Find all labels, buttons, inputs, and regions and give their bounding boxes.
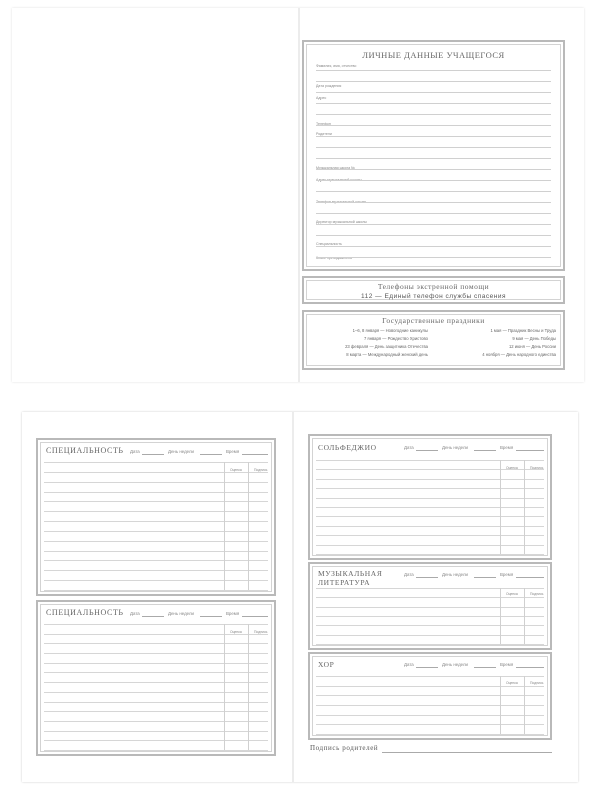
holiday-right-3: 12 июня — День России bbox=[508, 344, 556, 349]
personal-write-line[interactable] bbox=[316, 224, 551, 225]
table-row-line[interactable] bbox=[316, 469, 544, 470]
personal-write-line[interactable] bbox=[316, 147, 551, 148]
table-row-line[interactable] bbox=[44, 643, 268, 644]
specialty-1-sign-header: Подпись bbox=[254, 468, 268, 472]
table-row-line[interactable] bbox=[44, 750, 268, 751]
table-row-line[interactable] bbox=[44, 653, 268, 654]
table-row-line[interactable] bbox=[316, 588, 544, 589]
table-row-line[interactable] bbox=[44, 692, 268, 693]
music-literature-weekday-label: День недели bbox=[442, 572, 468, 577]
specialty-2-sign-header: Подпись bbox=[254, 630, 268, 634]
table-row-line[interactable] bbox=[44, 711, 268, 712]
solfeggio-box bbox=[308, 434, 552, 560]
music-literature-time-line bbox=[516, 577, 544, 578]
holiday-right-1: 1 мая — Праздник Весны и Труда bbox=[490, 328, 556, 333]
solfeggio-time-label: Время bbox=[500, 445, 514, 450]
parent-signature-label: Подпись родителей bbox=[310, 744, 379, 752]
holiday-right-4: 4 ноября — День народного единства bbox=[482, 352, 556, 357]
personal-field-label: Адрес музыкальной школы bbox=[316, 178, 362, 182]
table-column-line bbox=[524, 676, 525, 734]
solfeggio-weekday-line bbox=[474, 450, 496, 451]
table-row-line[interactable] bbox=[44, 462, 268, 463]
table-row-line[interactable] bbox=[316, 705, 544, 706]
table-row-line[interactable] bbox=[316, 597, 544, 598]
music-literature-weekday-line bbox=[474, 577, 496, 578]
specialty-1-title: СПЕЦИАЛЬНОСТЬ bbox=[46, 446, 124, 455]
specialty-2-grade-header: Оценка bbox=[230, 630, 242, 634]
table-row-line[interactable] bbox=[316, 686, 544, 687]
personal-write-line[interactable] bbox=[316, 92, 551, 93]
personal-write-line[interactable] bbox=[316, 103, 551, 104]
table-row-line[interactable] bbox=[316, 507, 544, 508]
specialty-1-date-label: Дата bbox=[130, 449, 140, 454]
personal-field-label: Музыкальная школа № bbox=[316, 166, 355, 170]
solfeggio-title: СОЛЬФЕДЖИО bbox=[318, 443, 377, 452]
music-literature-sign-header: Подпись bbox=[530, 592, 544, 596]
table-column-line bbox=[500, 588, 501, 644]
choir-date-label: Дата bbox=[404, 662, 414, 667]
table-row-line[interactable] bbox=[316, 715, 544, 716]
emergency-box bbox=[302, 276, 565, 304]
solfeggio-time-line bbox=[516, 450, 544, 451]
table-row-line[interactable] bbox=[44, 721, 268, 722]
personal-write-line[interactable] bbox=[316, 169, 551, 170]
music-literature-box bbox=[308, 562, 552, 650]
personal-field-label: Фамилия, имя, отчество bbox=[316, 64, 357, 68]
table-column-line bbox=[524, 588, 525, 644]
personal-field-label: Специальность bbox=[316, 242, 342, 246]
table-row-line[interactable] bbox=[44, 551, 268, 552]
table-row-line[interactable] bbox=[44, 521, 268, 522]
holiday-left-3: 23 февраля — День защитника Отечества bbox=[345, 344, 428, 349]
bottom-spine bbox=[292, 412, 294, 782]
table-column-line bbox=[224, 462, 225, 590]
table-row-line[interactable] bbox=[316, 644, 544, 645]
table-row-line[interactable] bbox=[316, 554, 544, 555]
table-row-line[interactable] bbox=[316, 516, 544, 517]
solfeggio-date-line bbox=[416, 450, 438, 451]
specialty-1-grade-header: Оценка bbox=[230, 468, 242, 472]
specialty-2-title: СПЕЦИАЛЬНОСТЬ bbox=[46, 608, 124, 617]
personal-write-line[interactable] bbox=[316, 213, 551, 214]
holiday-left-1: 1–6, 8 января — Новогодние каникулы bbox=[352, 328, 428, 333]
table-row-line[interactable] bbox=[316, 535, 544, 536]
personal-write-line[interactable] bbox=[316, 70, 551, 71]
solfeggio-grade-header: Оценка bbox=[506, 466, 518, 470]
music-literature-title-1: МУЗЫКАЛЬНАЯ bbox=[318, 569, 383, 578]
personal-write-line[interactable] bbox=[316, 158, 551, 159]
holidays-box bbox=[302, 310, 565, 370]
personal-write-line[interactable] bbox=[316, 81, 551, 82]
table-row-line[interactable] bbox=[316, 479, 544, 480]
specialty-2-time-label: Время bbox=[226, 611, 240, 616]
table-column-line bbox=[524, 460, 525, 554]
solfeggio-sign-header: Подпись bbox=[530, 466, 544, 470]
specialty-box-2 bbox=[36, 600, 276, 756]
table-row-line[interactable] bbox=[316, 545, 544, 546]
table-row-line[interactable] bbox=[316, 488, 544, 489]
personal-write-line[interactable] bbox=[316, 180, 551, 181]
personal-write-line[interactable] bbox=[316, 246, 551, 247]
specialty-1-time-label: Время bbox=[226, 449, 240, 454]
table-row-line[interactable] bbox=[44, 682, 268, 683]
choir-sign-header: Подпись bbox=[530, 681, 544, 685]
emergency-line: 112 — Единый телефон службы спасения bbox=[361, 293, 506, 300]
specialty-1-weekday-label: День недели bbox=[168, 449, 194, 454]
table-row-line[interactable] bbox=[316, 676, 544, 677]
table-row-line[interactable] bbox=[44, 501, 268, 502]
table-row-line[interactable] bbox=[44, 570, 268, 571]
table-row-line[interactable] bbox=[44, 634, 268, 635]
personal-field-label: Телефон музыкальной школы bbox=[316, 200, 367, 204]
table-row-line[interactable] bbox=[44, 740, 268, 741]
holidays-title: Государственные праздники bbox=[382, 316, 485, 325]
holiday-right-2: 9 мая — День Победы bbox=[512, 336, 556, 341]
personal-field-label: Класс преподавателя bbox=[316, 256, 353, 260]
choir-time-label: Время bbox=[500, 662, 514, 667]
solfeggio-weekday-label: День недели bbox=[442, 445, 468, 450]
holiday-left-2: 7 января — Рождество Христово bbox=[363, 336, 428, 341]
table-row-line[interactable] bbox=[44, 492, 268, 493]
specialty-1-time-line bbox=[242, 454, 268, 455]
parent-signature-line bbox=[382, 752, 552, 753]
table-row-line[interactable] bbox=[316, 635, 544, 636]
table-column-line bbox=[500, 460, 501, 554]
choir-weekday-label: День недели bbox=[442, 662, 468, 667]
choir-weekday-line bbox=[474, 667, 496, 668]
specialty-2-date-line bbox=[142, 616, 164, 617]
table-row-line[interactable] bbox=[316, 616, 544, 617]
personal-data-title: ЛИЧНЫЕ ДАННЫЕ УЧАЩЕГОСЯ bbox=[362, 50, 505, 60]
table-row-line[interactable] bbox=[44, 672, 268, 673]
personal-write-line[interactable] bbox=[316, 202, 551, 203]
specialty-box-1 bbox=[36, 438, 276, 596]
personal-write-line[interactable] bbox=[316, 191, 551, 192]
choir-date-line bbox=[416, 667, 438, 668]
table-row-line[interactable] bbox=[44, 702, 268, 703]
table-row-line[interactable] bbox=[44, 541, 268, 542]
table-row-line[interactable] bbox=[316, 498, 544, 499]
table-row-line[interactable] bbox=[316, 526, 544, 527]
personal-field-label: Дата рождения bbox=[316, 84, 342, 88]
personal-field-label: Телефон bbox=[316, 122, 331, 126]
specialty-2-weekday-line bbox=[200, 616, 222, 617]
music-literature-grade-header: Оценка bbox=[506, 592, 518, 596]
table-row-line[interactable] bbox=[316, 625, 544, 626]
personal-write-line[interactable] bbox=[316, 136, 551, 137]
personal-write-line[interactable] bbox=[316, 114, 551, 115]
table-row-line[interactable] bbox=[44, 663, 268, 664]
table-row-line[interactable] bbox=[44, 482, 268, 483]
table-row-line[interactable] bbox=[44, 560, 268, 561]
table-column-line bbox=[248, 624, 249, 750]
personal-field-label: Директор музыкальной школы bbox=[316, 220, 367, 224]
choir-title: ХОР bbox=[318, 660, 335, 669]
spine bbox=[298, 8, 300, 382]
specialty-2-time-line bbox=[242, 616, 268, 617]
solfeggio-date-label: Дата bbox=[404, 445, 414, 450]
table-row-line[interactable] bbox=[44, 624, 268, 625]
table-row-line[interactable] bbox=[44, 472, 268, 473]
music-literature-time-label: Время bbox=[500, 572, 514, 577]
specialty-1-weekday-line bbox=[200, 454, 222, 455]
choir-grade-header: Оценка bbox=[506, 681, 518, 685]
choir-box bbox=[308, 652, 552, 740]
specialty-2-date-label: Дата bbox=[130, 611, 140, 616]
personal-write-line[interactable] bbox=[316, 125, 551, 126]
table-column-line bbox=[224, 624, 225, 750]
table-column-line bbox=[248, 462, 249, 590]
table-row-line[interactable] bbox=[316, 695, 544, 696]
specialty-1-date-line bbox=[142, 454, 164, 455]
top-spread bbox=[12, 8, 584, 382]
specialty-2-weekday-label: День недели bbox=[168, 611, 194, 616]
table-column-line bbox=[500, 676, 501, 734]
table-row-line[interactable] bbox=[316, 734, 544, 735]
table-row-line[interactable] bbox=[44, 580, 268, 581]
table-row-line[interactable] bbox=[316, 460, 544, 461]
bottom-spread bbox=[22, 412, 578, 782]
table-row-line[interactable] bbox=[44, 590, 268, 591]
table-row-line[interactable] bbox=[44, 531, 268, 532]
personal-data-box bbox=[302, 40, 565, 271]
holiday-left-4: 8 марта — Международный женский день bbox=[346, 352, 428, 357]
music-literature-date-line bbox=[416, 577, 438, 578]
emergency-title: Телефоны экстренной помощи bbox=[377, 282, 490, 291]
personal-write-line[interactable] bbox=[316, 257, 551, 258]
personal-write-line[interactable] bbox=[316, 235, 551, 236]
choir-time-line bbox=[516, 667, 544, 668]
music-literature-date-label: Дата bbox=[404, 572, 414, 577]
table-row-line[interactable] bbox=[44, 731, 268, 732]
table-row-line[interactable] bbox=[316, 724, 544, 725]
table-row-line[interactable] bbox=[316, 607, 544, 608]
personal-data-inner-frame bbox=[306, 44, 561, 267]
table-row-line[interactable] bbox=[44, 511, 268, 512]
personal-field-label: Адрес bbox=[316, 96, 327, 100]
music-literature-title-2: ЛИТЕРАТУРА bbox=[318, 578, 371, 587]
personal-field-label: Родители bbox=[316, 132, 332, 136]
